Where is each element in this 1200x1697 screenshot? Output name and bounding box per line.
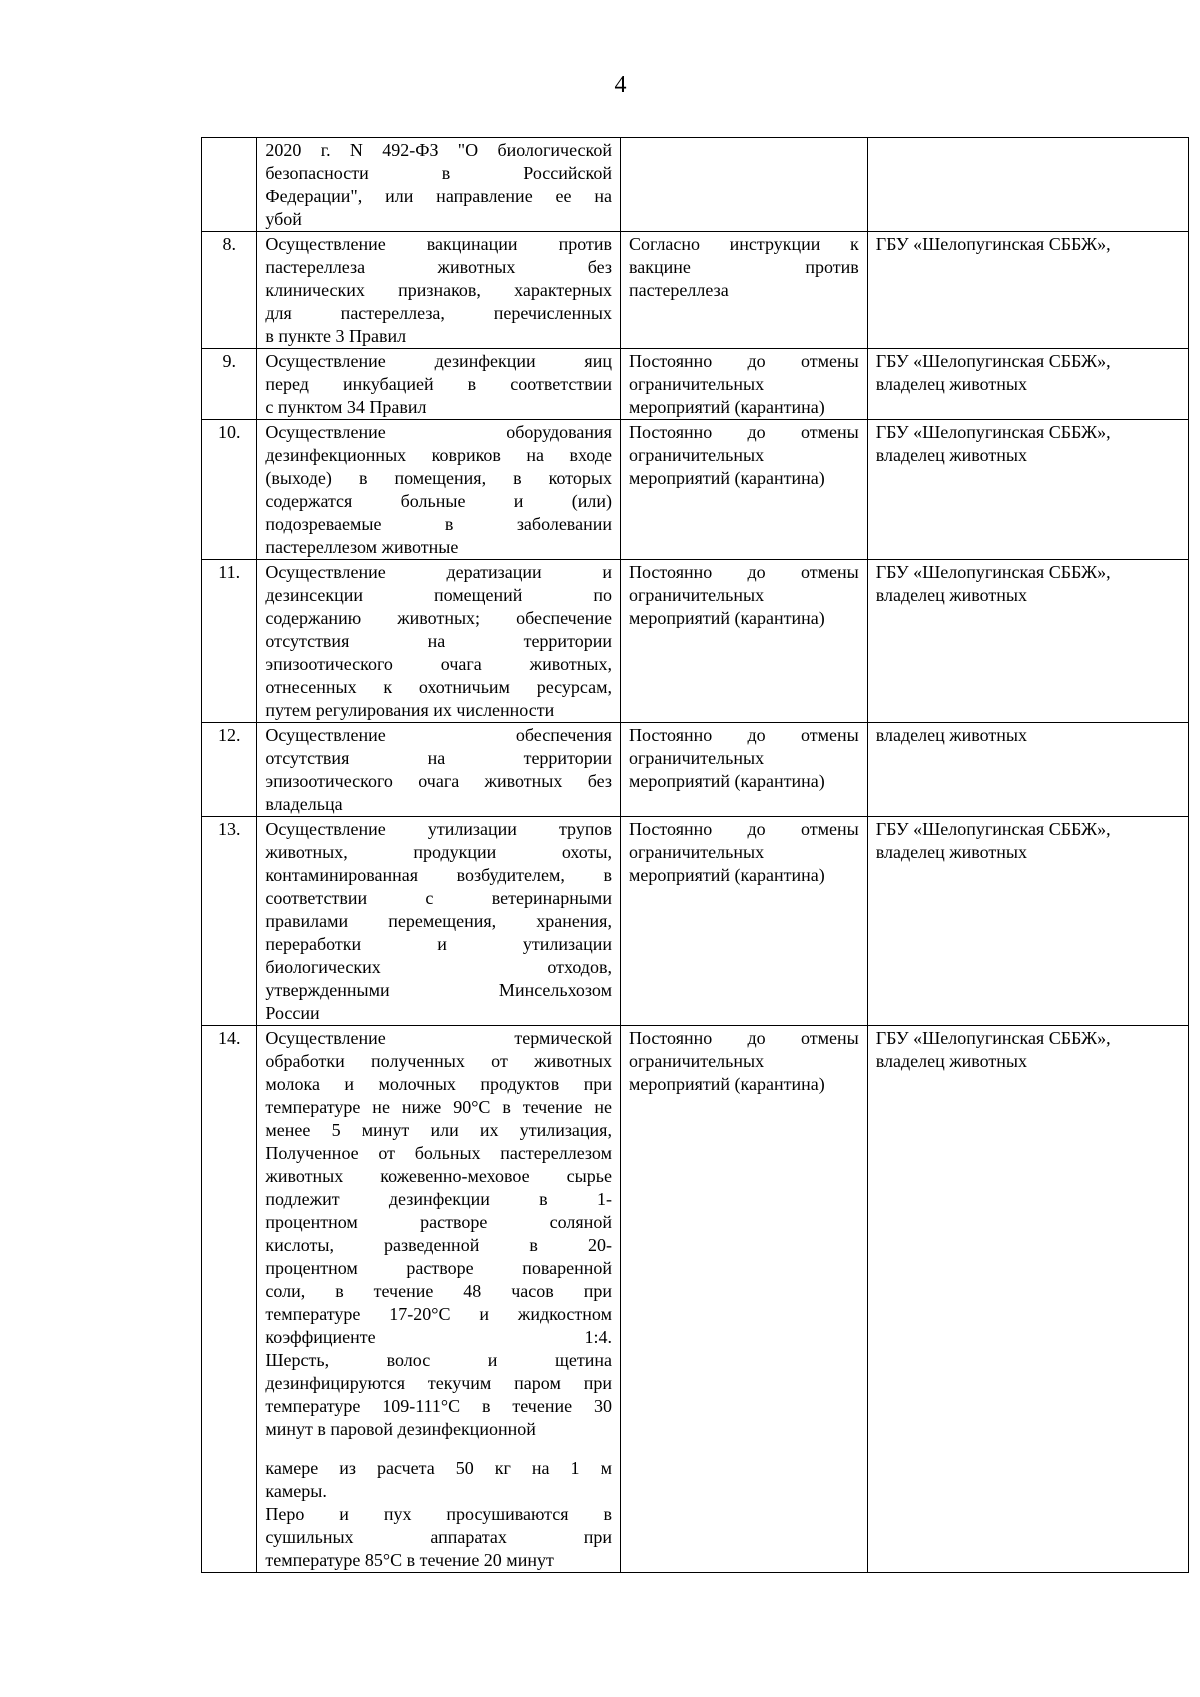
page-number: 4 bbox=[614, 72, 627, 98]
cell-line: мероприятий (карантина) bbox=[628, 468, 825, 488]
cell-line: ограничительных bbox=[628, 374, 765, 394]
measure-cell bbox=[257, 420, 621, 560]
cell-line: животных кожевенно-меховое сырье bbox=[265, 1166, 612, 1186]
cell-line: ограничительных bbox=[628, 748, 765, 768]
cell-line: 2020 г. N 492-ФЗ "О биологической bbox=[265, 140, 612, 160]
cell-line: Полученное от больных пастереллезом bbox=[265, 1143, 612, 1163]
measure-cell bbox=[257, 138, 621, 232]
cell-line: утвержденными Минсельхозом bbox=[265, 980, 612, 1000]
cell-line: России bbox=[265, 1003, 320, 1023]
table-row bbox=[202, 560, 1189, 723]
cell-line: владелец животных bbox=[875, 725, 1028, 745]
cell-line: процентном растворе поваренной bbox=[265, 1258, 612, 1278]
row-number: 8. bbox=[202, 232, 257, 349]
measures-table bbox=[201, 137, 1189, 1573]
cell-line: содержатся больные и (или) bbox=[265, 491, 612, 511]
cell-line: владельца bbox=[265, 794, 343, 814]
cell-line: температуре 85°С в течение 20 минут bbox=[265, 1550, 554, 1570]
cell-gap bbox=[265, 1441, 612, 1457]
cell-line: подлежит дезинфекции в 1- bbox=[265, 1189, 612, 1209]
row-number: 14. bbox=[202, 1026, 257, 1573]
cell-line: Постоянно до отмены bbox=[628, 422, 859, 442]
cell-line: ГБУ «Шелопугинская СББЖ», bbox=[875, 819, 1111, 839]
cell-line: эпизоотического очага животных, bbox=[265, 654, 612, 674]
cell-line: подозреваемые в заболевании bbox=[265, 514, 612, 534]
cell-line: владелец животных bbox=[875, 585, 1028, 605]
measure-cell bbox=[257, 817, 621, 1026]
measure-cell bbox=[257, 1026, 621, 1573]
cell-line: температуре 109-111°С в течение 30 bbox=[265, 1396, 612, 1416]
cell-line: мероприятий (карантина) bbox=[628, 1074, 825, 1094]
cell-line: ГБУ «Шелопугинская СББЖ», bbox=[875, 562, 1111, 582]
cell-line: ограничительных bbox=[628, 585, 765, 605]
measure-cell bbox=[257, 560, 621, 723]
row-number: 9. bbox=[202, 349, 257, 420]
cell-line: владелец животных bbox=[875, 374, 1028, 394]
responsible-cell bbox=[867, 349, 1188, 420]
cell-line: Федерации", или направление ее на bbox=[265, 186, 612, 206]
cell-line: вакцине против bbox=[628, 257, 859, 277]
cell-line: владелец животных bbox=[875, 1051, 1028, 1071]
cell-line: животных, продукции охоты, bbox=[265, 842, 612, 862]
table-row bbox=[202, 817, 1189, 1026]
cell-line: Осуществление вакцинации против bbox=[265, 234, 612, 254]
table-row bbox=[202, 420, 1189, 560]
cell-line: Постоянно до отмены bbox=[628, 725, 859, 745]
cell-line: менее 5 минут или их утилизация, bbox=[265, 1120, 612, 1140]
cell-line: пастереллеза животных без bbox=[265, 257, 612, 277]
cell-line: владелец животных bbox=[875, 842, 1028, 862]
cell-line: ограничительных bbox=[628, 842, 765, 862]
measure-cell bbox=[257, 723, 621, 817]
cell-line: убой bbox=[265, 209, 302, 229]
measure-cell bbox=[257, 232, 621, 349]
cell-line: ГБУ «Шелопугинская СББЖ», bbox=[875, 422, 1111, 442]
row-number: 11. bbox=[202, 560, 257, 723]
cell-line: отсутствия на территории bbox=[265, 748, 612, 768]
responsible-cell bbox=[867, 138, 1188, 232]
table-row bbox=[202, 138, 1189, 232]
cell-line: ограничительных bbox=[628, 445, 765, 465]
cell-line: Перо и пух просушиваются в bbox=[265, 1504, 612, 1524]
cell-line: обработки полученных от животных bbox=[265, 1051, 612, 1071]
cell-line: коэффициенте 1:4. bbox=[265, 1327, 612, 1347]
cell-line: ГБУ «Шелопугинская СББЖ», bbox=[875, 1028, 1111, 1048]
term-cell bbox=[620, 138, 867, 232]
cell-line: клинических признаков, характерных bbox=[265, 280, 612, 300]
cell-line: пастереллеза bbox=[628, 280, 729, 300]
cell-line: Осуществление утилизации трупов bbox=[265, 819, 612, 839]
responsible-cell bbox=[867, 232, 1188, 349]
table-row bbox=[202, 232, 1189, 349]
table-body bbox=[202, 138, 1189, 1573]
cell-line: камере из расчета 50 кг на 1 м bbox=[265, 1458, 612, 1478]
cell-line: минут в паровой дезинфекционной bbox=[265, 1419, 536, 1439]
cell-line: мероприятий (карантина) bbox=[628, 865, 825, 885]
cell-line: Осуществление дезинфекции яиц bbox=[265, 351, 612, 371]
cell-line: мероприятий (карантина) bbox=[628, 771, 825, 791]
cell-line: ГБУ «Шелопугинская СББЖ», bbox=[875, 234, 1111, 254]
responsible-cell bbox=[867, 560, 1188, 723]
cell-line: Постоянно до отмены bbox=[628, 819, 859, 839]
cell-line: в пункте 3 Правил bbox=[265, 326, 407, 346]
cell-line: Осуществление оборудования bbox=[265, 422, 612, 442]
cell-line: Согласно инструкции к bbox=[628, 234, 859, 254]
cell-line: (выходе) в помещения, в которых bbox=[265, 468, 612, 488]
cell-line: контаминированная возбудителем, в bbox=[265, 865, 612, 885]
cell-line: дезинсекции помещений по bbox=[265, 585, 612, 605]
cell-line: с пунктом 34 Правил bbox=[265, 397, 427, 417]
term-cell bbox=[620, 232, 867, 349]
responsible-cell bbox=[867, 420, 1188, 560]
cell-line: ограничительных bbox=[628, 1051, 765, 1071]
measure-cell bbox=[257, 349, 621, 420]
cell-line: путем регулирования их численности bbox=[265, 700, 555, 720]
table-row bbox=[202, 349, 1189, 420]
cell-line: процентном растворе соляной bbox=[265, 1212, 612, 1232]
term-cell bbox=[620, 349, 867, 420]
row-number bbox=[202, 138, 257, 232]
cell-line: мероприятий (карантина) bbox=[628, 608, 825, 628]
cell-line: владелец животных bbox=[875, 445, 1028, 465]
term-cell bbox=[620, 420, 867, 560]
cell-line: ГБУ «Шелопугинская СББЖ», bbox=[875, 351, 1111, 371]
cell-line: Осуществление дератизации и bbox=[265, 562, 612, 582]
cell-line: молока и молочных продуктов при bbox=[265, 1074, 612, 1094]
responsible-cell bbox=[867, 1026, 1188, 1573]
term-cell bbox=[620, 560, 867, 723]
cell-line: соли, в течение 48 часов при bbox=[265, 1281, 612, 1301]
cell-line: отнесенных к охотничьим ресурсам, bbox=[265, 677, 612, 697]
cell-line: перед инкубацией в соответствии bbox=[265, 374, 612, 394]
term-cell bbox=[620, 723, 867, 817]
cell-line: пастереллезом животные bbox=[265, 537, 459, 557]
row-number: 10. bbox=[202, 420, 257, 560]
cell-line: мероприятий (карантина) bbox=[628, 397, 825, 417]
cell-line: Постоянно до отмены bbox=[628, 1028, 859, 1048]
cell-line: правилами перемещения, хранения, bbox=[265, 911, 612, 931]
cell-line: отсутствия на территории bbox=[265, 631, 612, 651]
cell-line: дезинфицируются текучим паром при bbox=[265, 1373, 612, 1393]
row-number: 12. bbox=[202, 723, 257, 817]
cell-line: кислоты, разведенной в 20- bbox=[265, 1235, 612, 1255]
cell-line: Осуществление термической bbox=[265, 1028, 612, 1048]
cell-line: соответствии с ветеринарными bbox=[265, 888, 612, 908]
cell-line: Постоянно до отмены bbox=[628, 351, 859, 371]
term-cell bbox=[620, 817, 867, 1026]
cell-line: дезинфекционных ковриков на входе bbox=[265, 445, 612, 465]
cell-line: сушильных аппаратах при bbox=[265, 1527, 612, 1547]
cell-line: Шерсть, волос и щетина bbox=[265, 1350, 612, 1370]
cell-line: эпизоотического очага животных без bbox=[265, 771, 612, 791]
cell-line: Постоянно до отмены bbox=[628, 562, 859, 582]
responsible-cell bbox=[867, 723, 1188, 817]
cell-line: безопасности в Российской bbox=[265, 163, 612, 183]
table-row bbox=[202, 1026, 1189, 1573]
cell-line: температуре не ниже 90°С в течение не bbox=[265, 1097, 612, 1117]
term-cell bbox=[620, 1026, 867, 1573]
cell-line: переработки и утилизации bbox=[265, 934, 612, 954]
cell-line: температуре 17-20°С и жидкостном bbox=[265, 1304, 612, 1324]
cell-line: содержанию животных; обеспечение bbox=[265, 608, 612, 628]
responsible-cell bbox=[867, 817, 1188, 1026]
cell-line: камеры. bbox=[265, 1481, 327, 1501]
row-number: 13. bbox=[202, 817, 257, 1026]
cell-line: Осуществление обеспечения bbox=[265, 725, 612, 745]
table-row bbox=[202, 723, 1189, 817]
cell-line: биологических отходов, bbox=[265, 957, 612, 977]
cell-line: для пастереллеза, перечисленных bbox=[265, 303, 612, 323]
